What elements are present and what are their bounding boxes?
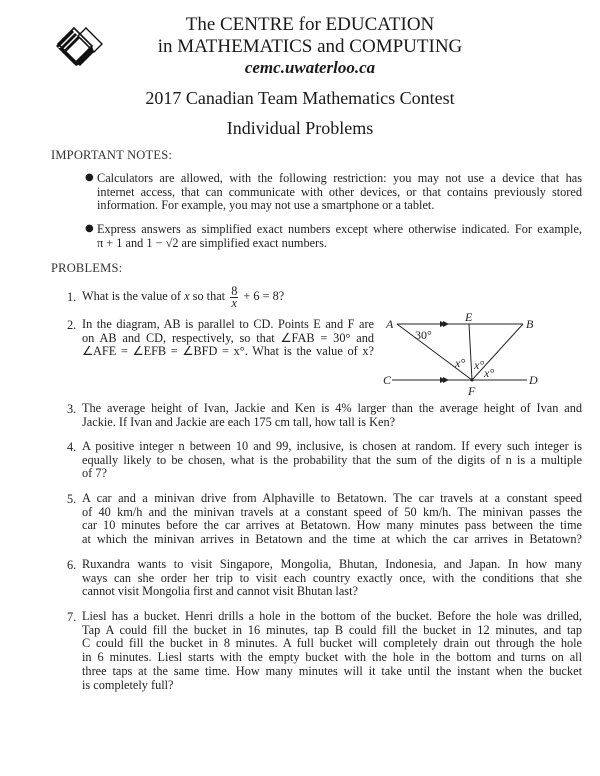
problems-heading: PROBLEMS: — [51, 261, 123, 275]
org-name-line2: in MATHEMATICS and COMPUTING — [157, 36, 463, 57]
problem-line: of 7? — [82, 466, 107, 481]
problem-number: 2. — [67, 318, 77, 332]
problem-5 — [82, 492, 582, 547]
problem-6 — [82, 558, 582, 599]
note-line: Calculators are allowed, with the following restriction: you may not use a device that has — [97, 171, 582, 185]
problem-line: on AB and CD, respectively, so that ∠FAB = 30° and — [82, 330, 374, 345]
fraction-denominator: x — [231, 295, 237, 310]
problem-number: 1. — [67, 290, 77, 304]
point-f-dot — [471, 379, 474, 382]
parallel-arrow-icon — [443, 377, 449, 383]
problem-text: + 6 = 8? — [240, 289, 285, 303]
problem-line: Tap A could fill the bucket in 16 minutes, tap B could fill the bucket in 12 minutes, and tap — [82, 622, 582, 637]
problem-line: is completely full? — [82, 677, 174, 692]
fraction — [230, 283, 238, 310]
problem-number: 3. — [67, 402, 77, 416]
problem-line: at which the minivan arrives in Betatown and the time at which the car arrives in Betatown? — [82, 532, 582, 547]
problem-line: Jackie. If Ivan and Jackie are each 175 cm tall, how tall is Ken? — [82, 414, 396, 429]
problem-line: ∠AFE = ∠EFB = ∠BFD = x°. What is the value of x? — [82, 344, 374, 359]
bullet-icon: ● — [85, 223, 94, 234]
math-variable: x — [184, 289, 190, 303]
fraction-numerator: 8 — [231, 283, 238, 298]
problem-line: in 6 minutes. Liesl starts with the empty bucket with the hole in the bottom and turns on all — [82, 650, 582, 665]
problem-7 — [82, 610, 582, 692]
angle-bfd-label: x° — [484, 366, 495, 380]
problem-line: A positive integer n between 10 and 99, inclusive, is chosen at random. If every such integer is — [82, 439, 582, 453]
problem-line: car 10 minutes before the car arrives at Betatown. How many minutes pass between the time — [82, 518, 582, 533]
problem-line: three taps at the same time. How many minutes will it take until the instant when the bucket — [82, 663, 582, 678]
problem-3 — [82, 402, 582, 429]
problem-text: What is the value of — [82, 289, 185, 303]
note-line: information. For example, you may not use a smartphone or a tablet. — [97, 198, 435, 213]
angle-afe-label: x° — [455, 356, 466, 370]
contest-title: 2017 Canadian Team Mathematics Contest — [145, 88, 455, 108]
problem-number: 7. — [67, 610, 77, 624]
label-b: B — [526, 317, 534, 331]
cemc-logo-icon — [54, 20, 104, 68]
problem-line: equally likely to be chosen, what is the probability that the sum of the digits of n is a multiple — [82, 452, 582, 467]
note-line: Express answers as simplified exact numbers except where otherwise indicated. For example, — [97, 222, 582, 236]
website-link[interactable]: cemc.uwaterloo.ca — [244, 58, 376, 77]
line-af — [397, 324, 472, 380]
problem-line: Liesl has a bucket. Henri drills a hole in the bottom of the bucket. Before the hole was drilled, — [82, 609, 582, 623]
label-a: A — [386, 317, 394, 331]
problem-number: 6. — [67, 558, 77, 572]
label-f: F — [468, 384, 476, 398]
problem-line: Ruxandra wants to visit Singapore, Mongolia, Bhutan, Indonesia, and Japan. In how many — [82, 557, 582, 571]
problem-4 — [82, 440, 582, 481]
problem-line: The average height of Ivan, Jackie and Ken is 4% larger than the average height of Ivan and — [82, 401, 582, 415]
problem-number: 5. — [67, 492, 77, 506]
problem-line: cannot visit Mongolia first and cannot visit Bhutan last? — [82, 584, 358, 599]
bullet-icon: ● — [85, 172, 94, 183]
section-title: Individual Problems — [226, 118, 374, 138]
org-name-line1: The CENTRE for EDUCATION — [185, 14, 435, 35]
notes-heading: IMPORTANT NOTES: — [51, 148, 173, 162]
problem-line: In the diagram, AB is parallel to CD. Points E and F are — [82, 317, 374, 331]
label-d: D — [529, 373, 538, 387]
angle-fab-label: 30° — [415, 328, 432, 342]
problem-text: so that — [189, 289, 229, 303]
problem-line: C could fill the bucket in 8 minutes. A full bucket will completely drain out through the hole — [82, 636, 582, 651]
problem-1 — [82, 282, 382, 310]
problem-2 — [82, 318, 374, 359]
note-item — [97, 172, 582, 213]
parallel-arrow-icon — [443, 321, 449, 327]
note-line: internet access, that can communicate with other devices, or that contains previously stored — [97, 184, 582, 199]
problem-number: 4. — [67, 440, 77, 454]
angle-efb-label: x° — [474, 358, 485, 372]
note-line: π + 1 and 1 − √2 are simplified exact numbers. — [97, 235, 328, 250]
problem-line: ways can she order her trip to visit each country exactly once, with the conditions that she — [82, 570, 582, 585]
problem-line: A car and a minivan drive from Alphaville to Betatown. The car travels at a constant speed — [82, 491, 582, 505]
label-e: E — [465, 310, 473, 324]
line-ef — [469, 324, 472, 380]
problem-line: of 40 km/h and the minivan travels at a constant speed of 50 km/h. The minivan passes the — [82, 504, 582, 519]
note-item — [97, 223, 582, 250]
label-c: C — [383, 373, 392, 387]
geometry-diagram — [380, 310, 550, 400]
